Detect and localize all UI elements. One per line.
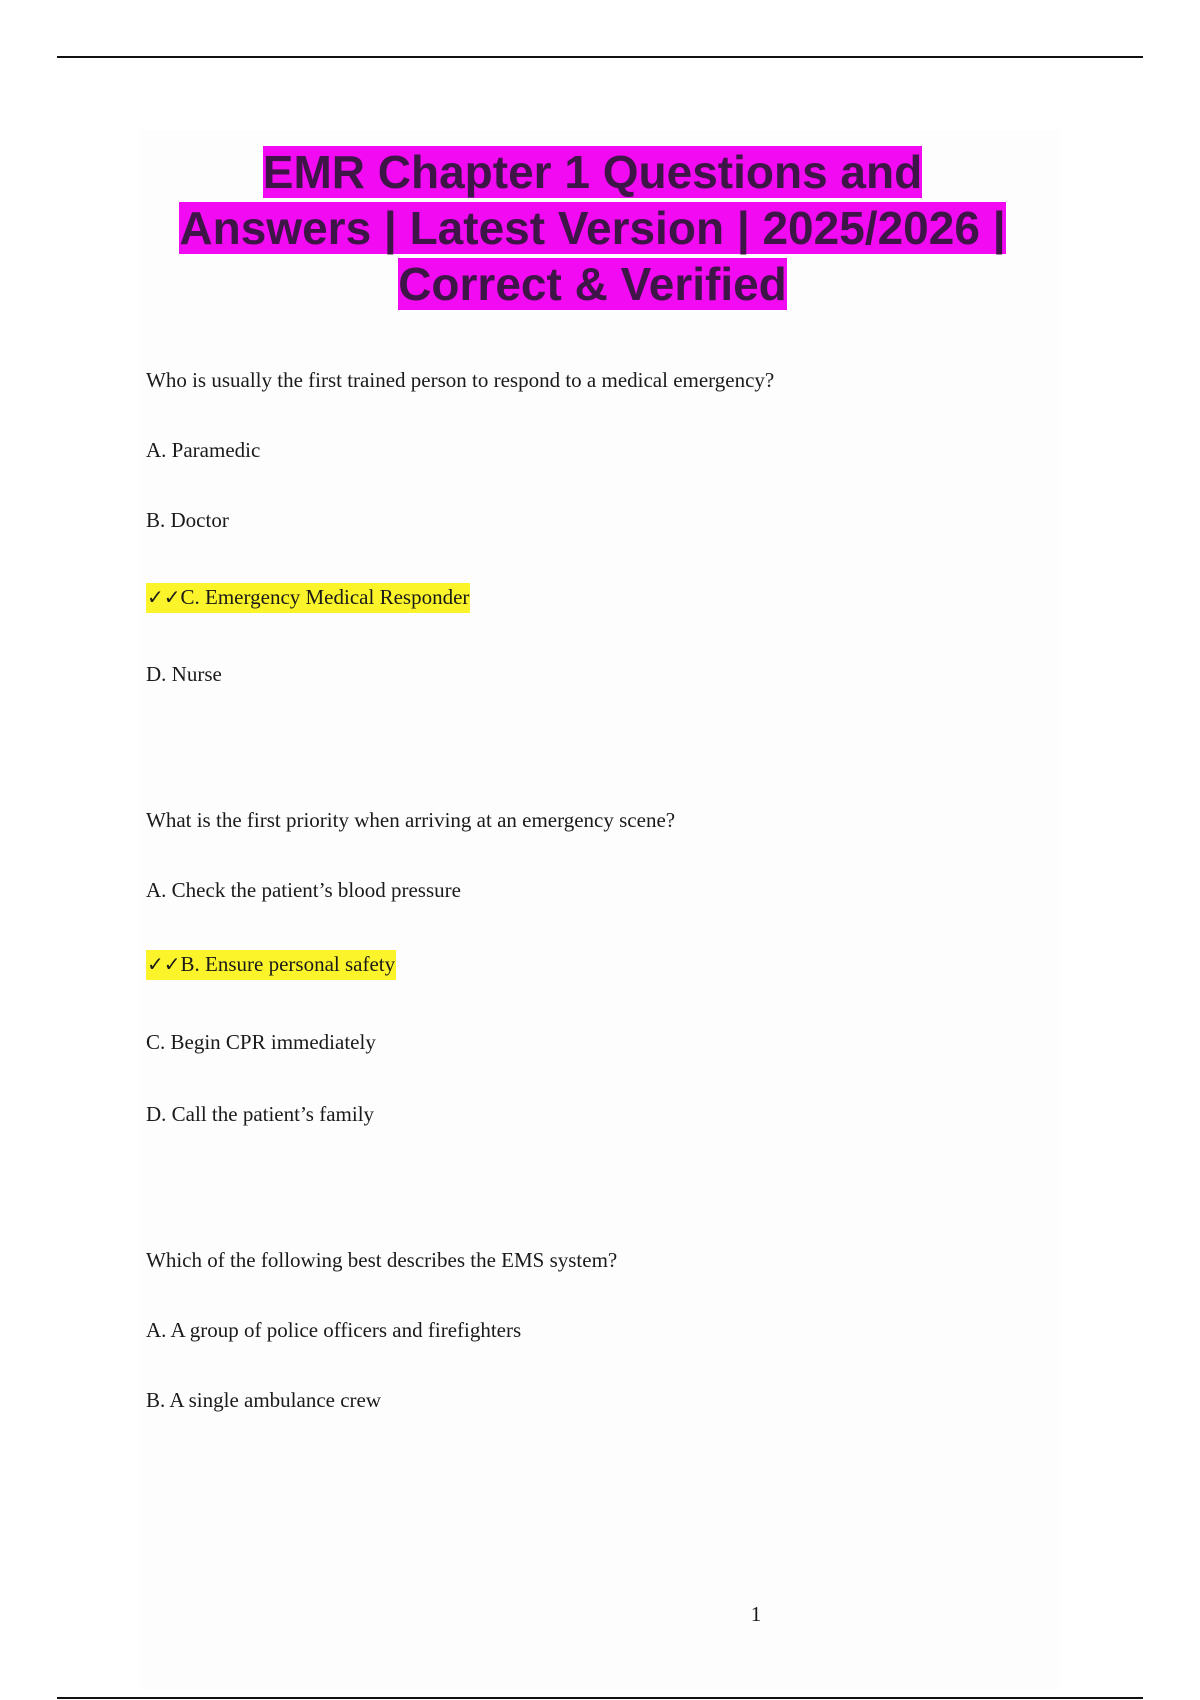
- correct-answer-highlight: [146, 583, 470, 613]
- document-title: [140, 144, 1045, 312]
- question-1-option-a: A. Paramedic: [146, 438, 261, 462]
- question-2-option-b-correct: [146, 950, 396, 978]
- document-page: [140, 130, 1060, 1690]
- question-2-option-c: C. Begin CPR immediately: [146, 1030, 376, 1054]
- title-line-1: EMR Chapter 1 Questions and: [262, 146, 923, 198]
- question-3-option-b: B. A single ambulance crew: [146, 1388, 382, 1412]
- correct-answer-highlight: [146, 950, 396, 980]
- correct-answer-text: B. Ensure personal safety: [180, 952, 396, 976]
- page-number: 1: [750, 1602, 762, 1626]
- header-rule: [57, 56, 1143, 58]
- question-2-option-a: A. Check the patient’s blood pressure: [146, 878, 461, 902]
- question-2-option-d: D. Call the patient’s family: [146, 1102, 375, 1126]
- title-line-3: Correct & Verified: [398, 258, 787, 310]
- check-mark-icon: ✓✓: [147, 952, 181, 976]
- question-1-option-d: D. Nurse: [146, 662, 222, 686]
- question-3-text: Which of the following best describes the EMS system?: [146, 1248, 618, 1272]
- title-line-2: Answers | Latest Version | 2025/2026 |: [179, 202, 1006, 254]
- question-2-text: What is the first priority when arriving at an emergency scene?: [146, 808, 676, 832]
- question-1-option-b: B. Doctor: [146, 508, 229, 532]
- question-1-option-c-correct: [146, 583, 470, 611]
- footer-rule: [57, 1697, 1143, 1699]
- correct-answer-text: C. Emergency Medical Responder: [180, 585, 470, 609]
- question-3-option-a: A. A group of police officers and firefighters: [146, 1318, 522, 1342]
- check-mark-icon: ✓✓: [147, 585, 181, 609]
- question-1-text: Who is usually the first trained person to respond to a medical emergency?: [146, 368, 775, 392]
